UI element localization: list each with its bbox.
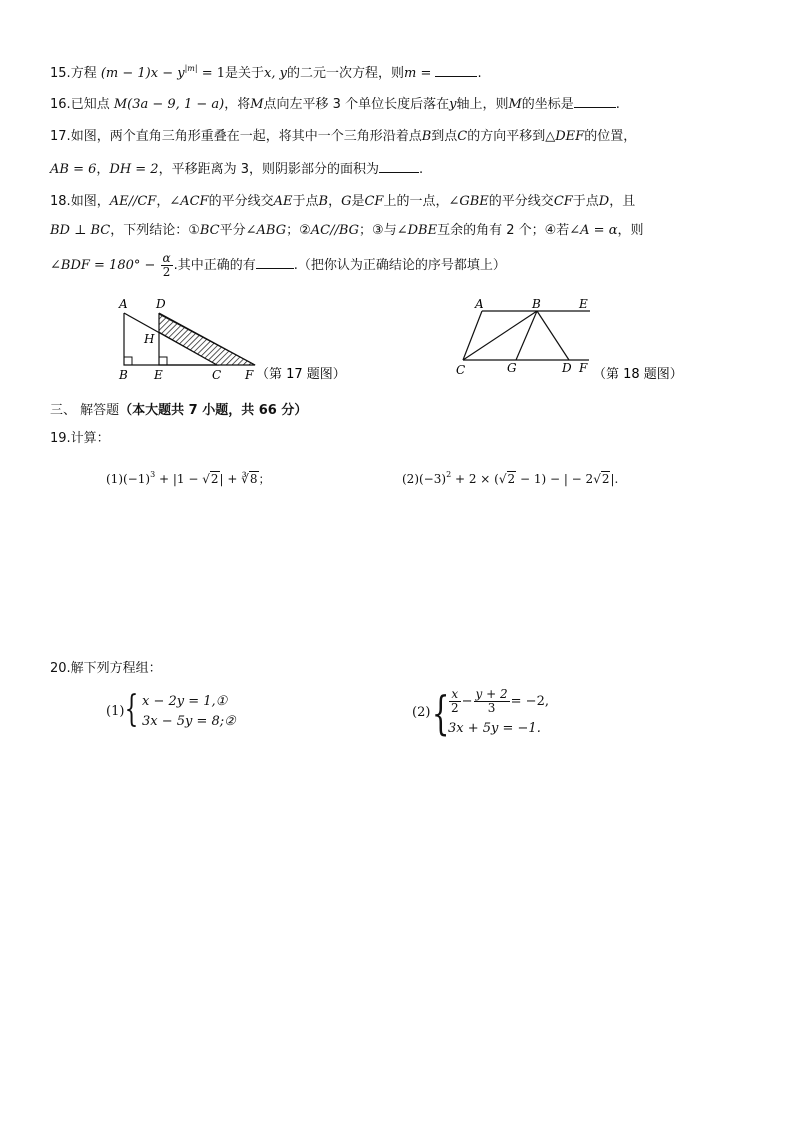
fig18-label-f: F <box>579 361 588 375</box>
question-18-line3: ∠BDF = 180° − $\frac{\alpha}{2}$ .其中正确的有 .（把你认为正确结论的序号都填上） <box>50 251 506 279</box>
answer-blank[interactable] <box>256 256 294 269</box>
fig18-label-d: D <box>562 361 572 375</box>
segment-ac <box>463 311 482 360</box>
q18-number: 18. <box>50 194 71 209</box>
figure-17 <box>110 294 370 386</box>
left-brace-icon: { <box>431 686 450 740</box>
alpha-over-2-fraction: $\frac{\alpha}{2}$ <box>162 251 171 279</box>
q20-system-2-eq1: $\frac{x}{2}$ − $\frac{y + 2}{3}$ = −2, <box>451 687 549 715</box>
fig17-label-e: E <box>154 368 163 382</box>
section-3-note: （本大题共 7 小题，共 66 分） <box>119 403 308 418</box>
fig18-label-b: B <box>532 297 541 311</box>
question-19-label: 19.计算： <box>50 431 110 446</box>
fig17-label-h: H <box>144 332 155 346</box>
question-16: 16.已知点 M(3a − 9, 1 − a)，将M点向左平移 3 个单位长度后落在y轴上，则M的坐标是 . <box>50 97 620 112</box>
question-15: 15.方程 $(m - 1)x - y^{|m|} = 1$是关于x, y的二元一次方程，则m = . <box>50 64 482 81</box>
q20-system-2: (2) { $\frac{x}{2}$ − $\frac{y + 2}{3}$ = −2, 3x + 5y = −1. <box>412 686 549 740</box>
question-17-line2: AB = 6，DH = 2，平移距离为 3，则阴影部分的面积为 . <box>50 162 424 177</box>
figure-18 <box>448 294 708 386</box>
question-20-label: 20.解下列方程组： <box>50 661 162 676</box>
fig17-label-c: C <box>212 368 222 382</box>
answer-blank[interactable] <box>435 64 477 77</box>
section-3-heading <box>50 399 307 418</box>
segment-bd <box>537 311 569 360</box>
section-3-title: 三、 解答题 <box>50 403 120 418</box>
question-18-line2: BD ⊥ BC，下列结论：①BC平分∠ABG；②AC//BG；③与∠DBE互余的角有 2 个；④若∠A = α，则 <box>50 223 644 238</box>
q16-number: 16. <box>50 97 71 112</box>
fig18-label-a: A <box>475 297 484 311</box>
right-angle-mark-e <box>159 357 167 365</box>
question-18: 18.如图，AE//CF，∠ACF的平分线交AE于点B，G是CF上的一点，∠GBE的平分线交CF于点D，且 <box>50 194 636 209</box>
q19-part-1: $(1)(-1)^3 + |1 - √2|$ + ∛8； <box>106 470 271 486</box>
fig17-caption: （第 17 题图） <box>256 367 346 382</box>
fig18-caption: （第 18 题图） <box>593 367 683 382</box>
fig17-label-d: D <box>156 297 166 311</box>
right-angle-mark-b <box>124 357 132 365</box>
answer-blank[interactable] <box>379 160 419 173</box>
q19-part-2: $(2)(-3)^2 + 2 \times (√2 - 1)$ − | − 2√2|. <box>402 470 619 486</box>
answer-blank[interactable] <box>574 95 616 108</box>
fig18-label-e: E <box>579 297 588 311</box>
fig18-label-g: G <box>507 361 517 375</box>
question-17: 17.如图，两个直角三角形重叠在一起，将其中一个三角形沿着点B到点C的方向平移到△DEF的位置， <box>50 129 637 144</box>
q20-system-1: (1) { x − 2y = 1,① 3x − 5y = 8;② <box>106 689 236 730</box>
fig17-label-b: B <box>119 368 128 382</box>
fig17-label-f: F <box>245 368 254 382</box>
fig17-label-a: A <box>119 297 128 311</box>
q17-number: 17. <box>50 129 71 144</box>
q15-number: 15. <box>50 66 71 81</box>
fig18-label-c: C <box>456 363 466 377</box>
left-brace-icon: { <box>124 689 139 730</box>
